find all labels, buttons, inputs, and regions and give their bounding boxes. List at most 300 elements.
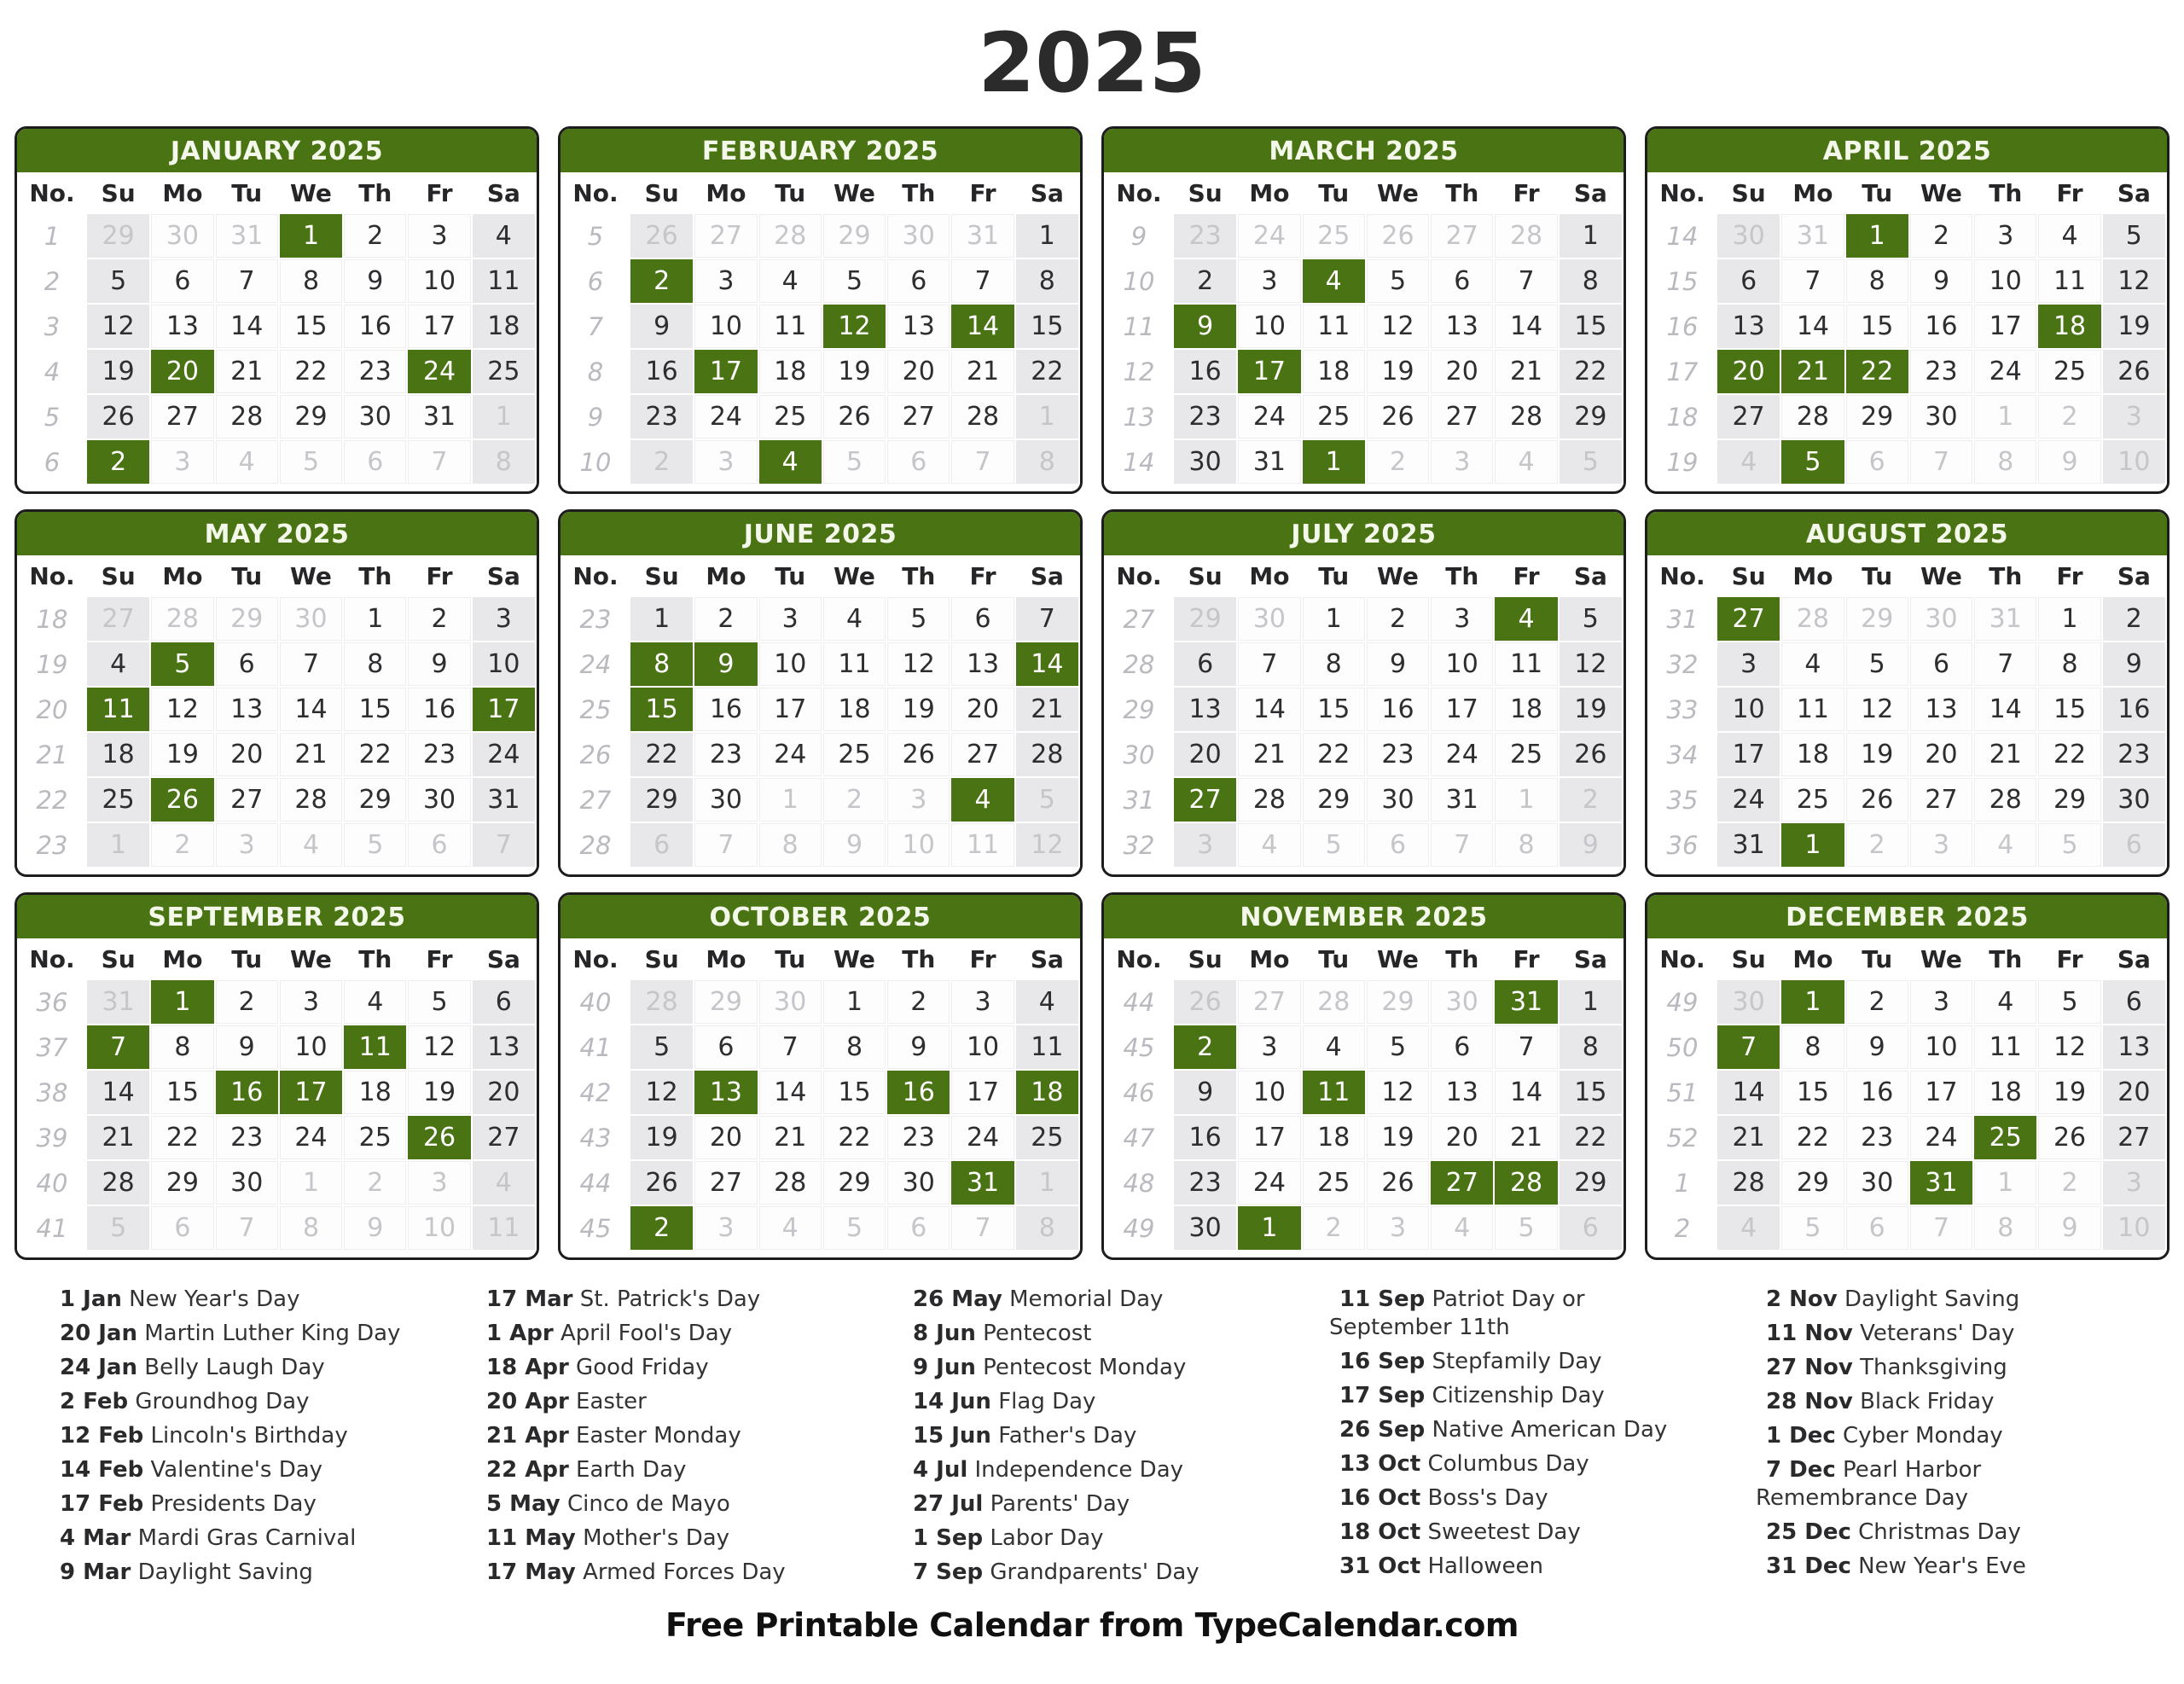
day-cell: 1 [630, 597, 693, 641]
day-cell: 5 [823, 1206, 886, 1250]
weekday-header: Sa [1560, 940, 1622, 978]
weekday-header: No. [1649, 174, 1716, 212]
day-cell: 18 [87, 733, 149, 776]
day-cell: 8 [151, 1025, 213, 1069]
day-cell: 9 [823, 823, 886, 867]
day-cell: 2 [216, 980, 278, 1024]
weekday-header: Tu [1846, 174, 1908, 212]
day-cell: 4 [87, 642, 149, 686]
day-cell: 16 [1910, 305, 1972, 348]
day-cell: 15 [823, 1071, 886, 1114]
day-cell: 28 [87, 1161, 149, 1205]
holiday-name: Lincoln's Birthday [143, 1423, 348, 1449]
day-cell: 19 [1367, 1116, 1429, 1159]
day-cell: 18 [1974, 1071, 2036, 1114]
day-cell: 22 [280, 350, 342, 393]
day-cell: 16 [1174, 350, 1236, 393]
day-cell: 28 [1781, 597, 1844, 641]
day-cell: 23 [1174, 1161, 1236, 1205]
week-row [1649, 440, 2165, 484]
day-cell: 27 [87, 597, 149, 641]
day-cell: 3 [1910, 980, 1972, 1024]
day-cell: 22 [1303, 733, 1365, 776]
weekday-header: Mo [1781, 557, 1844, 595]
month-title: OCTOBER 2025 [561, 895, 1080, 938]
calendar-grid [0, 119, 2184, 1260]
day-cell: 8 [344, 642, 406, 686]
day-cell: 6 [1717, 259, 1780, 303]
weekday-header: Th [344, 174, 406, 212]
day-cell: 20 [887, 350, 950, 393]
weekday-header: Sa [473, 174, 535, 212]
weekday-header: We [280, 940, 342, 978]
day-cell: 14 [1781, 305, 1844, 348]
week-row [562, 1206, 1078, 1250]
day-cell: 11 [473, 1206, 535, 1250]
weekday-header: No. [19, 557, 85, 595]
holiday-item [1329, 1382, 1708, 1410]
week-row [1649, 1206, 2165, 1250]
weekday-header: Tu [1303, 557, 1365, 595]
holiday-date: 18 Apr [486, 1355, 569, 1380]
day-cell: 9 [630, 305, 693, 348]
month-table [17, 172, 537, 485]
week-row [1649, 823, 2165, 867]
holiday-date: 8 Jun [913, 1321, 976, 1346]
holiday-item [476, 1354, 855, 1382]
week-number: 11 [1106, 305, 1172, 348]
week-number: 32 [1649, 642, 1716, 686]
day-cell: 5 [344, 823, 406, 867]
holiday-date: 22 Apr [486, 1457, 569, 1483]
day-cell: 21 [1974, 733, 2036, 776]
day-cell: 29 [87, 214, 149, 258]
day-cell: 21 [87, 1116, 149, 1159]
weekday-header: Mo [1238, 557, 1300, 595]
day-cell: 22 [1560, 350, 1622, 393]
day-cell: 6 [473, 980, 535, 1024]
day-cell: 8 [1974, 440, 2036, 484]
week-row [1106, 350, 1622, 393]
day-cell: 27 [473, 1116, 535, 1159]
day-cell: 5 [408, 980, 470, 1024]
week-row [19, 1025, 535, 1069]
week-number: 21 [19, 733, 85, 776]
day-cell: 5 [1846, 642, 1908, 686]
day-cell: 7 [1495, 259, 1557, 303]
week-row [562, 597, 1078, 641]
day-cell: 6 [694, 1025, 757, 1069]
month-table [1647, 172, 2167, 485]
day-cell: 27 [216, 778, 278, 822]
day-cell: 1 [1974, 1161, 2036, 1205]
weekday-header: No. [562, 940, 629, 978]
day-cell: 12 [2103, 259, 2165, 303]
day-cell: 29 [694, 980, 757, 1024]
weekday-header: Fr [951, 557, 1014, 595]
day-cell: 4 [759, 1206, 822, 1250]
weekday-header: Fr [408, 557, 470, 595]
day-cell: 2 [151, 823, 213, 867]
day-cell: 8 [823, 1025, 886, 1069]
day-cell: 29 [280, 395, 342, 438]
day-cell: 11 [473, 259, 535, 303]
holiday-day-cell: 18 [1016, 1071, 1078, 1114]
weekday-header: Mo [1238, 174, 1300, 212]
day-cell: 10 [280, 1025, 342, 1069]
day-cell: 12 [1367, 1071, 1429, 1114]
holiday-day-cell: 27 [1174, 778, 1236, 822]
week-row [1649, 259, 2165, 303]
holiday-name: Pentecost Monday [975, 1355, 1187, 1380]
day-cell: 4 [1016, 980, 1078, 1024]
week-number: 19 [1649, 440, 1716, 484]
holiday-date: 18 Oct [1339, 1519, 1421, 1545]
day-cell: 26 [1367, 395, 1429, 438]
week-number: 29 [1106, 688, 1172, 731]
holiday-date: 17 Sep [1339, 1383, 1426, 1408]
holiday-date: 17 Feb [60, 1491, 144, 1517]
holiday-day-cell: 24 [408, 350, 470, 393]
weekday-header: Fr [408, 940, 470, 978]
day-cell: 26 [87, 395, 149, 438]
week-row [1106, 980, 1622, 1024]
day-cell: 7 [759, 1025, 822, 1069]
day-cell: 30 [887, 1161, 950, 1205]
day-cell: 18 [1303, 350, 1365, 393]
day-cell: 29 [823, 214, 886, 258]
week-number: 18 [19, 597, 85, 641]
day-cell: 10 [1431, 642, 1493, 686]
weekday-header: No. [1106, 174, 1172, 212]
day-cell: 6 [951, 597, 1014, 641]
holiday-day-cell: 1 [1846, 214, 1908, 258]
week-row [19, 350, 535, 393]
day-cell: 10 [1717, 688, 1780, 731]
weekday-header: Sa [1560, 557, 1622, 595]
day-cell: 28 [1238, 778, 1300, 822]
holiday-item [903, 1286, 1281, 1314]
holiday-day-cell: 22 [1846, 350, 1908, 393]
day-cell: 24 [1238, 395, 1300, 438]
month-title: JULY 2025 [1104, 512, 1623, 555]
month-table [1647, 555, 2167, 868]
day-cell: 19 [408, 1071, 470, 1114]
weekday-header: Su [1174, 557, 1236, 595]
day-cell: 10 [887, 823, 950, 867]
day-cell: 13 [1431, 305, 1493, 348]
holiday-item [903, 1422, 1281, 1450]
week-number: 48 [1106, 1161, 1172, 1205]
day-cell: 1 [1016, 214, 1078, 258]
day-cell: 13 [216, 688, 278, 731]
day-cell: 4 [759, 259, 822, 303]
week-number: 43 [562, 1116, 629, 1159]
day-cell: 30 [2103, 778, 2165, 822]
day-cell: 8 [1016, 259, 1078, 303]
day-cell: 22 [823, 1116, 886, 1159]
holiday-name: Native American Day [1425, 1417, 1668, 1443]
day-cell: 26 [1367, 214, 1429, 258]
day-cell: 29 [216, 597, 278, 641]
holiday-day-cell: 2 [630, 259, 693, 303]
day-cell: 3 [1238, 1025, 1300, 1069]
holiday-day-cell: 16 [887, 1071, 950, 1114]
week-row [19, 1071, 535, 1114]
holiday-day-cell: 13 [694, 1071, 757, 1114]
day-cell: 8 [1016, 440, 1078, 484]
holiday-day-cell: 17 [473, 688, 535, 731]
day-cell: 5 [87, 259, 149, 303]
weekday-header: Su [1174, 174, 1236, 212]
holiday-name: Mother's Day [575, 1525, 730, 1551]
holiday-day-cell: 26 [408, 1116, 470, 1159]
week-row [19, 980, 535, 1024]
weekday-header: Sa [2103, 940, 2165, 978]
day-cell: 4 [344, 980, 406, 1024]
day-cell: 7 [280, 642, 342, 686]
holiday-day-cell: 1 [151, 980, 213, 1024]
day-cell: 29 [823, 1161, 886, 1205]
day-cell: 21 [759, 1116, 822, 1159]
day-cell: 7 [473, 823, 535, 867]
day-cell: 21 [951, 350, 1014, 393]
week-row [19, 214, 535, 258]
day-cell: 17 [951, 1071, 1014, 1114]
month-card [1645, 892, 2169, 1260]
day-cell: 6 [344, 440, 406, 484]
day-cell: 17 [408, 305, 470, 348]
holiday-day-cell: 15 [630, 688, 693, 731]
week-row [562, 214, 1078, 258]
holiday-name: Cyber Monday [1835, 1423, 2003, 1449]
holiday-name: Cinco de Mayo [560, 1491, 730, 1517]
holiday-date: 12 Feb [60, 1423, 144, 1449]
day-cell: 2 [1303, 1206, 1365, 1250]
holiday-item [476, 1559, 855, 1587]
week-row [562, 350, 1078, 393]
holiday-date: 4 Jul [913, 1457, 968, 1483]
holiday-day-cell: 1 [1781, 980, 1844, 1024]
day-cell: 27 [1717, 395, 1780, 438]
day-cell: 28 [1303, 980, 1365, 1024]
day-cell: 25 [759, 395, 822, 438]
day-cell: 28 [151, 597, 213, 641]
day-cell: 10 [408, 1206, 470, 1250]
day-cell: 30 [408, 778, 470, 822]
holiday-date: 14 Jun [913, 1389, 991, 1414]
day-cell: 20 [1431, 350, 1493, 393]
week-row [1649, 1161, 2165, 1205]
day-cell: 4 [1781, 642, 1844, 686]
day-cell: 3 [694, 259, 757, 303]
day-cell: 31 [1974, 597, 2036, 641]
day-cell: 3 [694, 440, 757, 484]
month-card [1645, 126, 2169, 494]
day-cell: 10 [1910, 1025, 1972, 1069]
weekday-header: Th [887, 940, 950, 978]
day-cell: 7 [408, 440, 470, 484]
day-cell: 3 [887, 778, 950, 822]
day-cell: 29 [1367, 980, 1429, 1024]
holiday-name: Citizenship Day [1425, 1383, 1605, 1408]
day-cell: 13 [887, 305, 950, 348]
week-number: 41 [19, 1206, 85, 1250]
holiday-item [49, 1422, 428, 1450]
day-cell: 26 [823, 395, 886, 438]
weekday-header: No. [19, 174, 85, 212]
weekday-header: Tu [759, 940, 822, 978]
day-cell: 13 [951, 642, 1014, 686]
day-cell: 18 [1781, 733, 1844, 776]
holiday-item [1329, 1553, 1708, 1581]
holiday-date: 9 Mar [60, 1559, 131, 1585]
day-cell: 28 [1717, 1161, 1780, 1205]
holiday-day-cell: 20 [151, 350, 213, 393]
week-row [19, 395, 535, 438]
day-cell: 2 [887, 980, 950, 1024]
week-number: 18 [1649, 395, 1716, 438]
day-cell: 5 [2103, 214, 2165, 258]
week-row [562, 823, 1078, 867]
weekday-header: Th [1431, 940, 1493, 978]
day-cell: 7 [1431, 823, 1493, 867]
day-cell: 2 [1846, 980, 1908, 1024]
day-cell: 16 [1174, 1116, 1236, 1159]
month-table [1104, 938, 1623, 1251]
day-cell: 12 [1846, 688, 1908, 731]
week-row [562, 778, 1078, 822]
day-cell: 22 [630, 733, 693, 776]
day-cell: 5 [87, 1206, 149, 1250]
week-number: 9 [1106, 214, 1172, 258]
week-row [1649, 1071, 2165, 1114]
week-number: 12 [1106, 350, 1172, 393]
day-cell: 6 [151, 259, 213, 303]
weekday-header: We [1910, 557, 1972, 595]
day-cell: 30 [1910, 395, 1972, 438]
weekday-header: Fr [408, 174, 470, 212]
day-cell: 24 [1717, 778, 1780, 822]
holiday-date: 1 Dec [1766, 1423, 1836, 1449]
day-cell: 24 [1238, 1161, 1300, 1205]
month-card [1101, 509, 1626, 877]
day-cell: 21 [1016, 688, 1078, 731]
week-number: 4 [19, 350, 85, 393]
day-cell: 23 [344, 350, 406, 393]
day-cell: 30 [1238, 597, 1300, 641]
holiday-date: 2 Feb [60, 1389, 129, 1414]
weekday-header: Fr [951, 940, 1014, 978]
week-row [1649, 350, 2165, 393]
weekday-header: Su [630, 940, 693, 978]
day-cell: 5 [2038, 980, 2100, 1024]
day-cell: 14 [1495, 305, 1557, 348]
weekday-header: Su [1717, 557, 1780, 595]
day-cell: 4 [1974, 823, 2036, 867]
week-number: 17 [1649, 350, 1716, 393]
day-cell: 10 [1974, 259, 2036, 303]
day-cell: 11 [1303, 305, 1365, 348]
holiday-name: Daylight Saving [1837, 1286, 2020, 1312]
day-cell: 20 [1174, 733, 1236, 776]
day-cell: 4 [1303, 1025, 1365, 1069]
week-row [1649, 1025, 2165, 1069]
day-cell: 16 [694, 688, 757, 731]
week-row [1106, 1071, 1622, 1114]
holiday-date: 4 Mar [60, 1525, 131, 1551]
holiday-day-cell: 27 [1431, 1161, 1493, 1205]
weekday-header: Th [1974, 940, 2036, 978]
day-cell: 19 [151, 733, 213, 776]
holiday-item [476, 1490, 855, 1519]
weekday-header: Sa [2103, 557, 2165, 595]
day-cell: 5 [2038, 823, 2100, 867]
week-number: 5 [562, 214, 629, 258]
holiday-day-cell: 4 [1303, 259, 1365, 303]
holiday-day-cell: 7 [87, 1025, 149, 1069]
day-cell: 29 [1560, 1161, 1622, 1205]
day-cell: 25 [1781, 778, 1844, 822]
month-title: APRIL 2025 [1647, 129, 2167, 172]
holiday-date: 11 Nov [1766, 1321, 1853, 1346]
day-cell: 7 [1016, 597, 1078, 641]
legend-column [476, 1286, 855, 1593]
day-cell: 6 [1910, 642, 1972, 686]
day-cell: 16 [1846, 1071, 1908, 1114]
day-cell: 5 [823, 259, 886, 303]
holiday-item [49, 1286, 428, 1314]
holiday-day-cell: 4 [1495, 597, 1557, 641]
day-cell: 22 [151, 1116, 213, 1159]
week-row [1649, 733, 2165, 776]
week-row [19, 688, 535, 731]
holiday-day-cell: 20 [1717, 350, 1780, 393]
day-cell: 2 [2103, 597, 2165, 641]
day-cell: 12 [1367, 305, 1429, 348]
day-cell: 15 [1016, 305, 1078, 348]
day-cell: 7 [1974, 642, 2036, 686]
day-cell: 4 [1717, 440, 1780, 484]
holiday-name: Daylight Saving [131, 1559, 313, 1585]
holiday-day-cell: 31 [951, 1161, 1014, 1205]
day-cell: 28 [630, 980, 693, 1024]
weekday-header: Mo [1781, 174, 1844, 212]
day-cell: 10 [951, 1025, 1014, 1069]
weekday-header: No. [19, 940, 85, 978]
weekday-header: Th [887, 557, 950, 595]
week-number: 3 [19, 305, 85, 348]
day-cell: 31 [1238, 440, 1300, 484]
day-cell: 6 [151, 1206, 213, 1250]
day-cell: 31 [1781, 214, 1844, 258]
week-row [1649, 305, 2165, 348]
holiday-name: Earth Day [568, 1457, 687, 1483]
day-cell: 28 [759, 1161, 822, 1205]
day-cell: 4 [280, 823, 342, 867]
day-cell: 5 [1560, 440, 1622, 484]
day-cell: 20 [951, 688, 1014, 731]
holiday-day-cell: 8 [630, 642, 693, 686]
day-cell: 16 [408, 688, 470, 731]
day-cell: 31 [408, 395, 470, 438]
week-number: 28 [562, 823, 629, 867]
day-cell: 27 [1431, 395, 1493, 438]
holiday-date: 20 Jan [60, 1321, 137, 1346]
week-number: 10 [562, 440, 629, 484]
day-cell: 14 [759, 1071, 822, 1114]
weekday-header: Tu [759, 557, 822, 595]
